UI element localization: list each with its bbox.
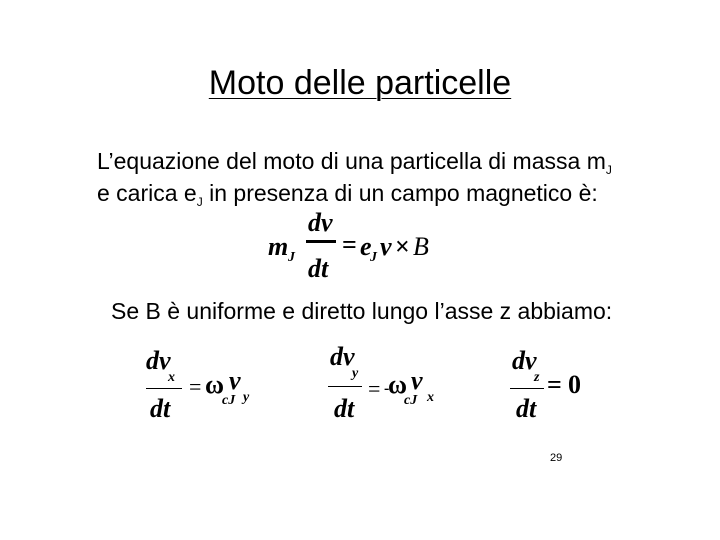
main-eq-B: B (413, 232, 429, 261)
intro-line-2-text-a: e carica e (97, 180, 197, 206)
eq-y-denominator: dt (334, 394, 355, 423)
eq-z-fraction-bar (510, 388, 544, 389)
eq-z-equals: = (547, 370, 562, 399)
main-eq-v: v (380, 232, 392, 261)
eq-y-omega-sub: cJ (404, 393, 418, 408)
eq-y-equals: = (368, 376, 381, 401)
eq-y-num-sub: y (352, 366, 359, 381)
intro-line-2-text-b: in presenza di un campo magnetico è: (202, 180, 598, 206)
intro-line-1 (97, 148, 612, 175)
page-number: 29 (550, 452, 563, 464)
eq-x-v-sub: y (243, 390, 250, 405)
eq-y-numerator: dv (330, 342, 355, 371)
main-eq-numerator: dv (308, 208, 333, 237)
eq-y-omega: ω (388, 370, 408, 399)
charge-subscript: J (196, 195, 203, 209)
eq-y-v-sub: x (427, 390, 434, 405)
eq-x-fraction-bar (146, 388, 182, 389)
main-eq-equals: = (342, 230, 357, 259)
mass-subscript: J (605, 163, 612, 177)
eq-x-equals: = (189, 374, 202, 399)
eq-z-numerator: dv (512, 346, 537, 375)
main-eq-cross: × (395, 232, 410, 261)
main-eq-m-sub: J (288, 250, 295, 265)
main-eq-e-sub: J (370, 250, 377, 265)
main-eq-fraction-bar (306, 240, 336, 243)
uniform-field-line: Se B è uniforme e diretto lungo l’asse z abbiamo: (111, 298, 613, 324)
slide-title: Moto delle particelle (208, 64, 512, 102)
intro-line-2 (97, 180, 598, 207)
eq-x-omega: ω (205, 370, 225, 399)
eq-y-fraction-bar (328, 386, 362, 387)
eq-x-numerator: dv (146, 346, 171, 375)
main-eq-m: m (268, 232, 289, 261)
eq-z-denominator: dt (516, 394, 537, 423)
intro-line-1-text: L’equazione del moto di una particella di massa m (97, 148, 606, 174)
eq-y-minus: - (384, 380, 390, 397)
eq-x-omega-sub: cJ (222, 393, 236, 408)
eq-x-num-sub: x (168, 370, 175, 385)
main-eq-e: e (360, 232, 372, 261)
eq-y-v: v (411, 366, 423, 395)
eq-z-zero: 0 (568, 370, 581, 399)
eq-x-v: v (229, 366, 241, 395)
eq-x-denominator: dt (150, 394, 171, 423)
main-eq-denominator: dt (308, 254, 329, 283)
eq-z-num-sub: z (534, 370, 540, 385)
